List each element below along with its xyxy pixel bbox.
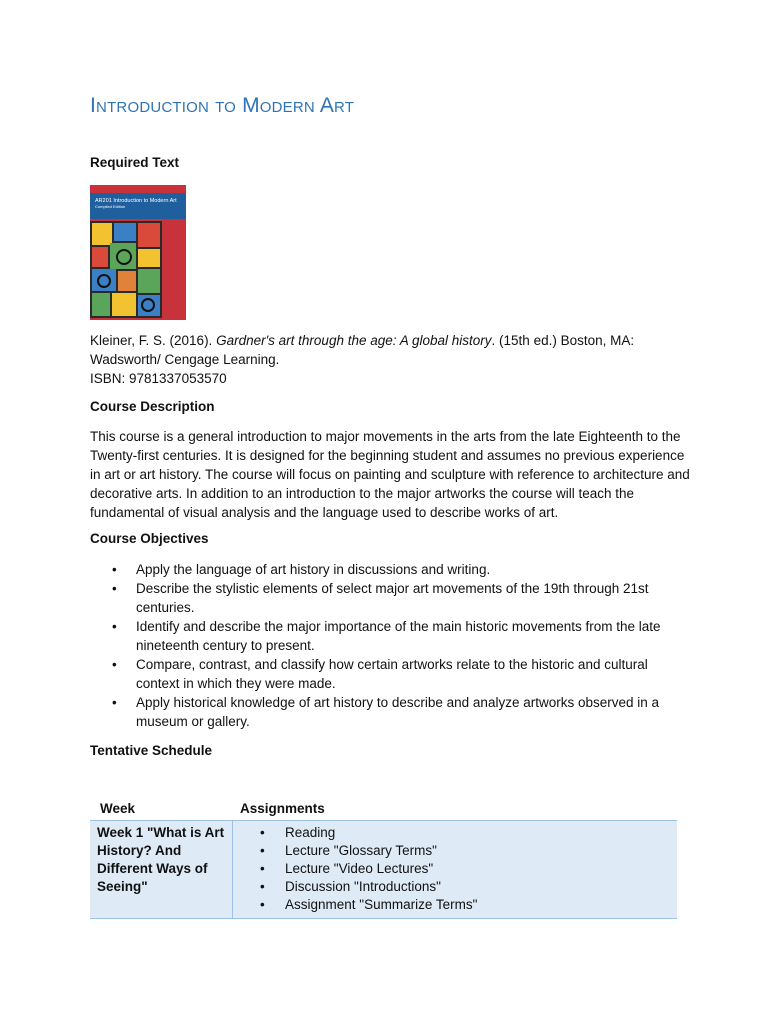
page-title: Introduction to Modern Art <box>90 94 355 117</box>
objective-text: Identify and describe the major importance of the main historic movements from the late nineteenth century to present. <box>136 619 661 653</box>
list-item <box>240 896 477 914</box>
course-description-text: This course is a general introduction to major movements in the arts from the late Eighteenth to the Twenty-first centuries. It is designed for the beginning student and assumes no previous experience in art or art history. The course will focus on painting and sculpture with reference to architecture and decorative arts. In addition to an introduction to the major artworks the course will teach the fundamental of visual analysis and the language used to describe works of art. <box>90 429 690 520</box>
list-item <box>90 655 690 693</box>
textbook-citation <box>90 331 680 388</box>
objective-text: Apply historical knowledge of art history to describe and analyze artworks observed in a museum or gallery. <box>136 695 660 729</box>
cover-subtitle-text: Compiled Edition <box>95 204 126 209</box>
citation-isbn: ISBN: 9781337053570 <box>90 371 227 386</box>
assignments-list <box>240 824 477 914</box>
list-item <box>240 824 477 842</box>
objective-text: Describe the stylistic elements of select major art movements of the 19th through 21st centuries. <box>136 581 649 615</box>
tentative-schedule-heading: Tentative Schedule <box>90 743 213 758</box>
citation-details: . (15th ed.) Boston, MA: Wadsworth/ Cengage Learning. <box>90 333 635 367</box>
bullet-icon: • <box>260 897 265 912</box>
week-cell: Week 1 "What is Art History? And Different Ways of Seeing" <box>97 825 225 894</box>
bullet-icon: • <box>260 861 265 876</box>
course-objectives-heading: Course Objectives <box>90 531 209 546</box>
citation-author-year: Kleiner, F. S. (2016). <box>90 333 217 348</box>
cell-divider <box>232 821 233 918</box>
list-item <box>90 560 690 579</box>
bullet-icon: • <box>112 562 117 577</box>
table-row <box>90 821 677 919</box>
column-header-week: Week <box>100 801 136 816</box>
bullet-icon: • <box>260 843 265 858</box>
bullet-icon: • <box>260 879 265 894</box>
table-header-row <box>90 798 677 821</box>
list-item <box>90 617 690 655</box>
bullet-icon: • <box>112 619 117 634</box>
bullet-icon: • <box>112 695 117 710</box>
cover-title-text: AR201 Introduction to Modern Art <box>95 198 177 204</box>
list-item <box>90 579 690 617</box>
column-header-assignments: Assignments <box>240 801 325 816</box>
assignment-text: Lecture "Glossary Terms" <box>285 843 437 858</box>
bullet-icon: • <box>112 581 117 596</box>
cover-title <box>95 198 177 210</box>
textbook-cover-image <box>90 185 186 320</box>
cover-artwork <box>90 221 162 318</box>
course-objectives-list <box>90 560 690 731</box>
assignment-text: Lecture "Video Lectures" <box>285 861 434 876</box>
list-item <box>240 860 477 878</box>
course-description-heading: Course Description <box>90 399 215 414</box>
schedule-table <box>90 798 677 919</box>
assignment-text: Assignment "Summarize Terms" <box>285 897 478 912</box>
list-item <box>90 693 690 731</box>
cover-title-band <box>90 193 186 219</box>
assignment-text: Reading <box>285 825 336 840</box>
assignment-text: Discussion "Introductions" <box>285 879 441 894</box>
bullet-icon: • <box>112 657 117 672</box>
required-text-heading: Required Text <box>90 155 180 170</box>
list-item <box>240 878 477 896</box>
citation-book-title: Gardner's art through the age: A global history <box>216 333 492 348</box>
list-item <box>240 842 477 860</box>
bullet-icon: • <box>260 825 265 840</box>
objective-text: Apply the language of art history in discussions and writing. <box>136 562 491 577</box>
objective-text: Compare, contrast, and classify how certain artworks relate to the historic and cultural context in which they were made. <box>136 657 648 691</box>
